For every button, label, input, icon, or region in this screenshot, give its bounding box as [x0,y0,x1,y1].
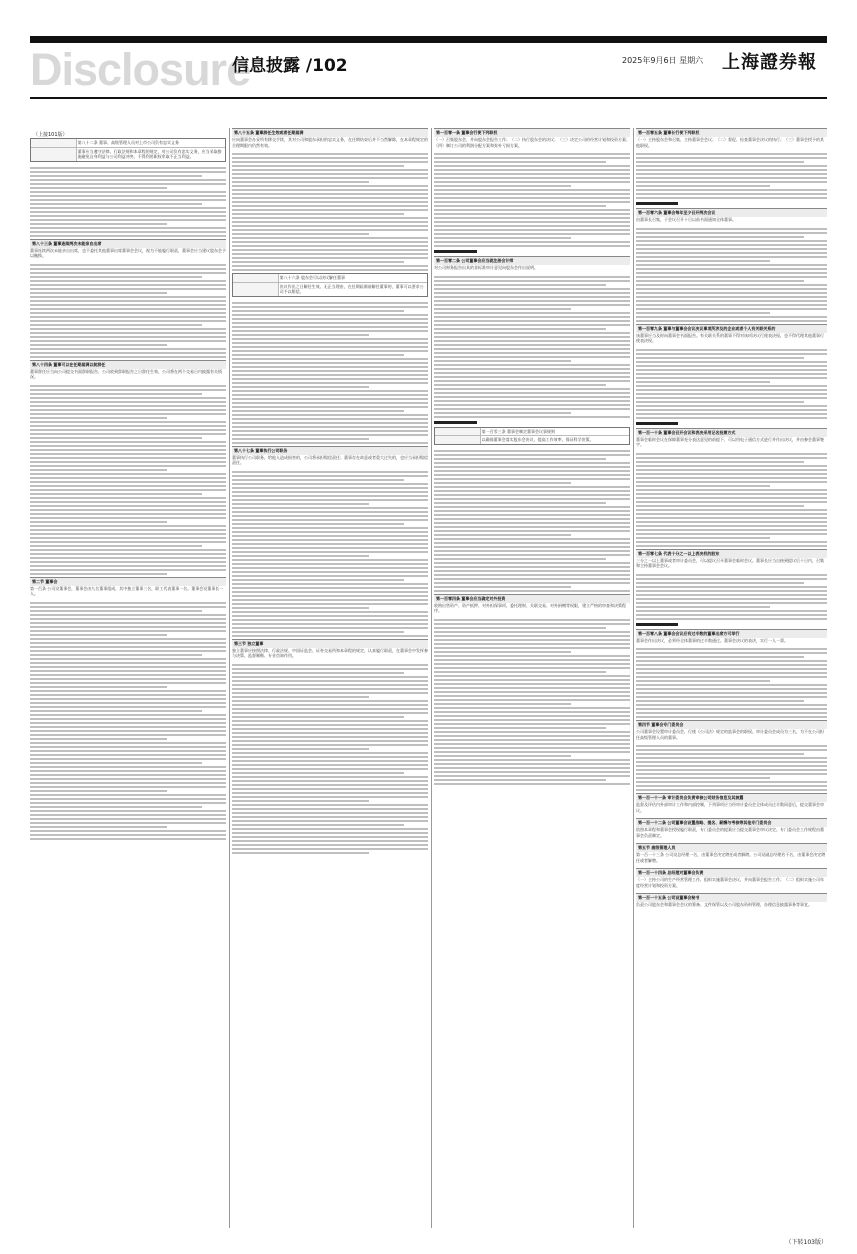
table-row [233,282,427,296]
clause-text: 独立董事应按照法律、行政法规、中国证监会、证券交易所和本章程的规定，认真履行职责，在董事会中发挥参与决策、监督制衡、专业咨询作用。 [232,647,428,658]
highlight-bar [636,202,678,205]
clause-block [30,360,226,380]
continued-to-label: （下转103版） [785,1239,827,1246]
text-lines [30,385,226,575]
clause-text: 董事会作出决议，必须经全体董事的过半数通过。董事会决议的表决，实行一人一票。 [636,637,788,643]
table-cell-text: 第八十六条 股东会可以决议解任董事 [279,275,345,280]
clause-text: 公司董事会设置审计委员会，行使《公司法》规定的监事会的职权。审计委员会成员为三名，为不在公司担任高级管理人员的董事。 [636,729,824,740]
text-lines [636,349,827,419]
issue-date: 2025年9月6日 星期六 [622,56,704,65]
continued-from-label: （上接101版） [33,132,68,138]
clause-block [636,324,827,344]
highlight-bar [636,623,678,626]
clause-text: 第一百条 公司设董事会，董事会由九名董事组成，其中独立董事三名，职工代表董事一名。董事会设董事长一人。 [30,585,224,596]
clause-heading: 第一百零四条 董事会应当确定对外投资 [434,594,630,603]
text-lines [30,264,226,358]
text-lines [434,276,630,418]
clause-heading: 第一百零一条 董事会行使下列职权 [434,128,630,137]
clause-text: 应向董事会办妥所有移交手续，其对公司和股东承担的忠实义务，在任期结束后并不当然解除，在本章程规定的合理期限内仍然有效。 [232,137,428,148]
column-1 [30,138,226,1238]
clause-table [232,273,428,297]
table-cell-label [233,274,279,282]
text-lines [232,664,428,854]
text-lines [636,745,827,791]
clause-block [434,594,630,614]
clause-block [636,629,827,644]
clause-heading: 第一百一十二条 公司董事会设置战略、提名、薪酬与考核等其他专门委员会 [636,818,827,827]
clause-text: 对公司财务报告出具的非标准审计意见向股东会作出说明。 [434,265,538,270]
clause-heading: 第一百一十四条 总经理对董事会负责 [636,868,827,877]
highlight-bar [434,250,477,253]
text-lines [636,453,827,547]
table-cell-text: 董事应当遵守法律、行政法规和本章程的规定，对公司负有忠实义务，应当采取措施避免自身利益与公司利益冲突，不得利用职权牟取不正当利益。 [77,148,222,159]
text-lines [30,167,226,237]
table-cell-text: 第八十二条 董事、高级管理人员对上市公司负有忠实义务 [77,140,179,145]
clause-block [636,868,827,888]
clause-text: （一）召集股东会，并向股东会报告工作；（二）执行股东会的决议；（三）决定公司的经营计划和投资方案；（四）制订公司的利润分配方案和弥补亏损方案。 [434,137,630,148]
clause-text: 依照本章程和董事会授权履行职责，专门委员会的提案应当提交董事会审议决定。专门委员会工作规程由董事会负责制定。 [636,827,824,838]
clause-text: （一）主持股东会和召集、主持董事会会议；（二）督促、检查董事会决议的执行；（三）董事会授予的其他职权。 [636,137,824,148]
table-cell-label [435,428,481,436]
table-cell-text: 决议作出之日解任生效。无正当理由，在任期届满前解任董事的，董事可以要求公司予以赔偿。 [279,283,424,294]
clause-text: 董事连续两次未能亲自出席，也不委托其他董事出席董事会会议，视为不能履行职责，董事会应当建议股东会予以撤换。 [30,247,226,258]
clause-heading: 第一百一十条 董事会召开会议和表决采用记名投票方式 [636,428,827,437]
text-lines [434,450,630,592]
table-cell-label [233,283,279,296]
clause-block [636,793,827,813]
clause-text: 董事会临时会议在保障董事充分表达意见的前提下，可以用电子通信方式进行并作出决议，并由参会董事签字。 [636,436,824,447]
page-body [30,128,827,1246]
clause-block [30,239,226,259]
text-lines [232,471,428,637]
brand-wordmark: Disclosure [30,44,251,95]
text-lines [434,153,630,247]
clause-block [434,256,630,271]
newspaper-name: 上海證券報 [722,52,817,73]
clause-heading: 第八十五条 董事辞任生效或者任期届满 [232,128,428,137]
text-lines [232,153,428,271]
masthead [0,0,857,118]
masthead-top-rule [30,36,827,43]
clause-heading: 第一百零六条 董事会每年至少召开两次会议 [636,208,827,217]
clause-block [636,549,827,569]
table-row [31,147,225,161]
clause-heading: 第三节 独立董事 [232,639,428,648]
clause-heading: 第一百零七条 代表十分之一以上表决权的股东 [636,549,827,558]
text-lines [232,302,428,444]
clause-block [30,577,226,597]
clause-table [434,427,630,445]
table-cell-label [31,148,77,161]
text-lines [636,648,827,718]
table-cell-label [435,436,481,444]
table-row [435,435,629,444]
clause-block [636,208,827,223]
column-4 [636,128,827,1228]
clause-block [636,720,827,740]
clause-block [636,893,827,908]
clause-text: 收购出售资产、资产抵押、对外担保事项、委托理财、关联交易、对外捐赠等权限，建立严格的审查和决策程序。 [434,602,626,613]
clause-heading: 第四节 董事会专门委员会 [636,720,827,729]
clause-text: 负责公司股东会和董事会会议的筹备、文件保管以及公司股东资料管理，办理信息披露事务等事宜。 [636,902,812,907]
clause-heading: 第二节 董事会 [30,577,226,586]
clause-block [232,128,428,148]
table-row [233,274,427,282]
clause-block [636,818,827,838]
clause-text: 监督及评估内外部审计工作和内部控制，下列事项应当经审计委员会全体成员过半数同意后，提交董事会审议。 [636,802,824,813]
highlight-bar [434,421,477,424]
table-row [435,428,629,436]
clause-text: 第一百一十三条 公司设总经理一名，由董事会决定聘任或者解聘。公司设副总经理若干名，由董事会决定聘任或者解聘。 [636,852,826,863]
section-title: 信息披露 /102 [232,56,348,76]
clause-heading: 第一百零二条 公司董事会应当就注册会计师 [434,256,630,265]
clause-text: 三分之一以上董事或者审计委员会，可以提议召开董事会临时会议。董事长应当自接到提议后十日内，召集和主持董事会会议。 [636,557,824,568]
clause-text: 由董事长召集，于会议召开十日以前书面通知全体董事。 [636,217,736,222]
clause-heading: 第一百零八条 董事会会议应有过半数的董事出席方可举行 [636,629,827,638]
clause-heading: 第八十四条 董事可以在任期届满以前辞任 [30,360,226,369]
text-lines [636,153,827,199]
clause-text: 董事辞任应当向公司提交书面辞职报告，公司收到辞职报告之日辞任生效，公司将在两个交易日内披露有关情况。 [30,368,222,379]
text-lines [636,574,827,620]
clause-heading: 第八十三条 董事连续两次未能亲自出席 [30,239,226,248]
clause-block [232,639,428,659]
clause-text: 该董事应当及时向董事会书面报告。有关联关系的董事不得对该项决议行使表决权，也不得代理其他董事行使表决权。 [636,332,824,343]
table-cell-label [31,139,77,147]
text-lines [434,619,630,785]
clause-block [232,446,428,466]
clause-block [636,128,827,148]
clause-block [434,128,630,148]
column-divider [633,128,634,1228]
clause-heading: 第一百一十五条 公司设董事会秘书 [636,893,827,902]
table-cell-text: 以确保董事会落实股东会决议，提高工作效率，保证科学决策。 [481,437,594,442]
column-divider [431,128,432,1228]
clause-heading: 第八十七条 董事执行公司职务 [232,446,428,455]
column-3 [434,128,630,1228]
column-divider [229,128,230,1228]
clause-heading: 第一百一十一条 审计委员会负责审核公司财务信息及其披露 [636,793,827,802]
text-lines [30,602,226,840]
highlight-bar [636,422,678,425]
clause-block [636,843,827,863]
clause-text: （一）主持公司的生产经营管理工作，组织实施董事会决议，并向董事会报告工作；（二）组织实施公司年度经营计划和投资方案。 [636,877,824,888]
clause-table [30,138,226,162]
clause-block [636,428,827,448]
column-2 [232,128,428,1228]
clause-text: 董事执行公司职务，给他人造成损害的，公司将承担赔偿责任；董事存在故意或者重大过失的，也应当承担赔偿责任。 [232,454,428,465]
table-row [31,139,225,147]
text-lines [636,228,827,322]
masthead-bottom-rule [30,97,827,99]
clause-heading: 第一百零九条 董事与董事会会议决议事项所涉及的企业或者个人有关联关系的 [636,324,827,333]
clause-heading: 第一百零五条 董事长行使下列职权 [636,128,827,137]
table-cell-text: 第一百零三条 董事会制定董事会议事规则 [481,428,555,434]
clause-heading: 第五节 高级管理人员 [636,843,827,852]
